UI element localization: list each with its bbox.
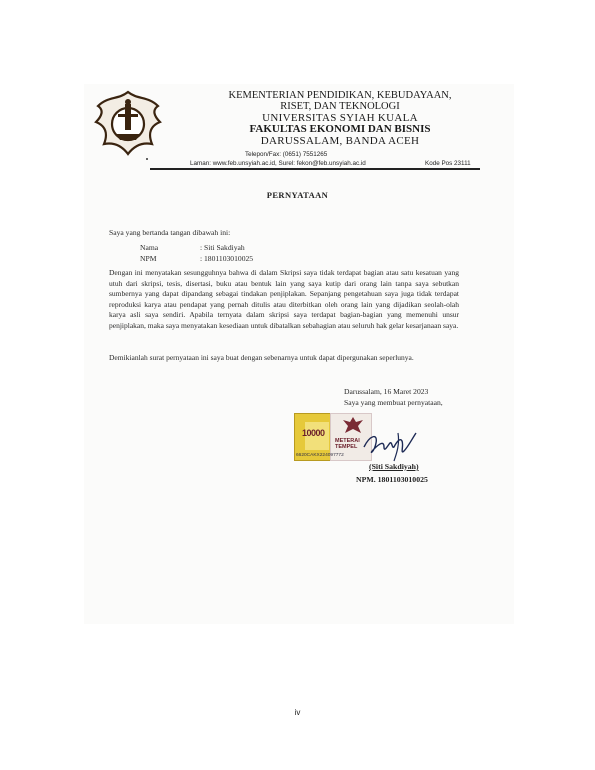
stamp-value: 10000 — [302, 428, 325, 438]
nama-value: : Siti Sakdiyah — [200, 243, 245, 252]
header-website-email: Laman: www.feb.unsyiah.ac.id, Surel: fekon@feb.unsyiah.ac.id — [190, 160, 366, 167]
npm-label: NPM — [140, 254, 157, 263]
header-telephone: Telepon/Fax: (0651) 7551265 — [245, 151, 328, 158]
stamp-serial: 6620CAKX224097772 — [296, 453, 344, 458]
header-address: DARUSSALAM, BANDA ACEH — [260, 135, 420, 147]
scan-speck — [146, 158, 148, 160]
header-postal-code: Kode Pos 23111 — [425, 160, 471, 167]
signer-npm: NPM. 1801103010025 — [356, 475, 428, 484]
statement-paragraph: Dengan ini menyatakan sesungguhnya bahwa di dalam Skripsi saya tidak terdapat bagian atau satu kesatuan yang utuh dari skripsi, tesis, disertasi, buku atau bentuk lain yang saya kutip dari orang lain tanpa saya sebutkan sumbernya yang dapat dipandang sebagai tindakan penjiplakan. Sepanjang pengetahuan saya juga tidak terdapat reproduksi karya atau pendapat yang pernah ditulis atau diterbitkan oleh orang lain yang dijadikan seolah-olah karya asli saya sendiri. Apabila ternyata dalam skripsi saya terdapat bagian-bagian yang memenuhi unsur penjiplakan, maka saya menyatakan kesediaan untuk dibatalkan sebahagian atau seluruh hak gelar kesarjanaan saya. — [109, 268, 459, 330]
npm-value: : 1801103010025 — [200, 254, 254, 263]
signer-statement: Saya yang membuat pernyataan, — [344, 398, 443, 407]
stamp-label — [335, 438, 360, 450]
header-ministry-line1: KEMENTERIAN PENDIDIKAN, KEBUDAYAAN, — [228, 90, 452, 101]
place-date: Darussalam, 16 Maret 2023 — [344, 387, 429, 396]
header-faculty: FAKULTAS EKONOMI DAN BISNIS — [249, 123, 431, 135]
stamp-label-line1: METERAI — [335, 438, 360, 444]
handwritten-signature-icon — [360, 425, 420, 465]
nama-label: Nama — [140, 243, 159, 252]
intro-text: Saya yang bertanda tangan dibawah ini: — [109, 228, 231, 237]
letterhead-divider — [150, 168, 480, 170]
closing-paragraph: Demikianlah surat pernyataan ini saya buat dengan sebenarnya untuk dapat dipergunakan seperlunya. — [109, 353, 414, 362]
page-number: iv — [294, 708, 301, 717]
university-logo-icon — [88, 86, 168, 158]
stamp-label-line2: TEMPEL — [335, 444, 358, 450]
signer-name: (Siti Sakdiyah) — [369, 462, 419, 471]
document-title: PERNYATAAN — [266, 190, 329, 200]
header-ministry-line2: RISET, DAN TEKNOLOGI — [280, 101, 400, 112]
header-university: UNIVERSITAS SYIAH KUALA — [262, 112, 418, 124]
